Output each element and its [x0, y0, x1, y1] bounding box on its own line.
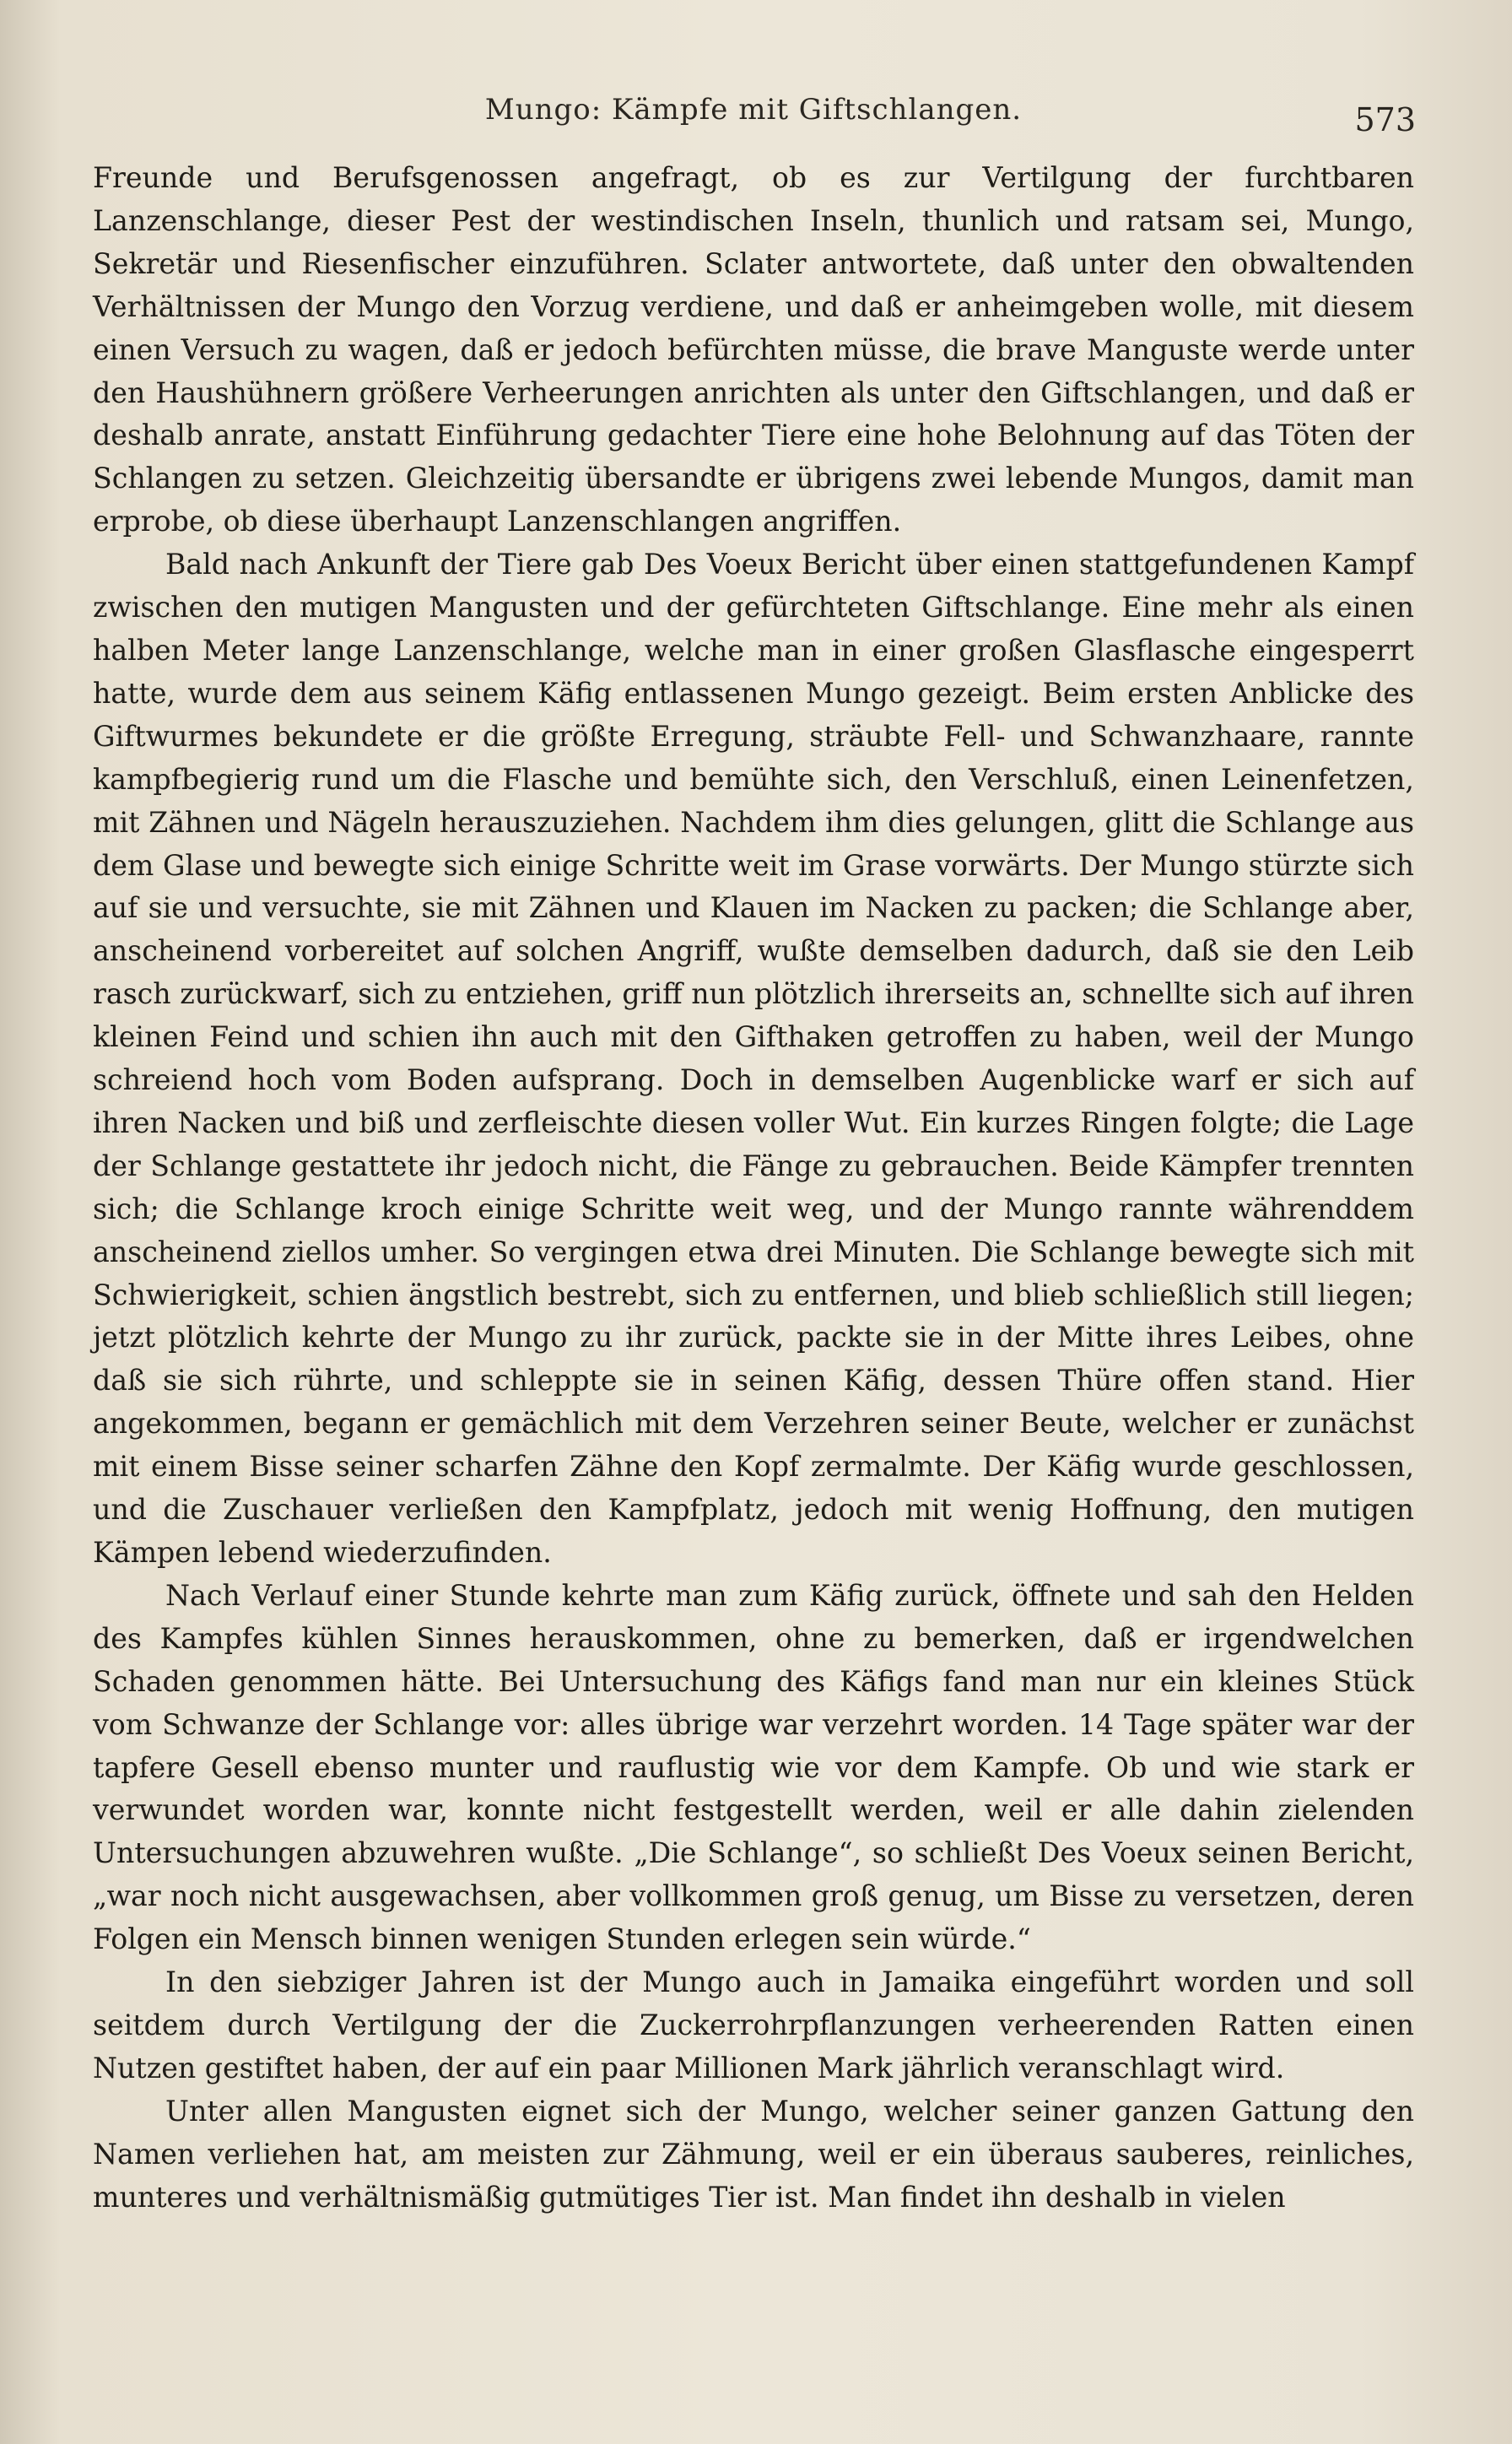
paragraph-5: Unter allen Mangusten eignet sich der Mungo, welcher seiner ganzen Gattung den Namen verliehen hat, am meisten zur Zähmung, weil er ein überaus sauberes, reinliches, munteres und verhältnismäßig gutmütiges Tier ist. Man findet ihn deshalb in vielen	[93, 2094, 1414, 2214]
body-text	[93, 157, 1414, 2220]
paragraph-1: Freunde und Berufsgenossen angefragt, ob es zur Vertilgung der furchtbaren Lanzenschlange, dieser Pest der westindischen Inseln, thunlich und ratsam sei, Mungo, Sekretär und Riesenfischer einzuführen. Sclater antwortete, daß unter den obwaltenden Verhältnissen der Mungo den Vorzug verdiene, und daß er anheimgeben wolle, mit diesem einen Versuch zu wagen, daß er jedoch befürchten müsse, die brave Manguste werde unter den Haushühnern größere Verheerungen anrichten als unter den Giftschlangen, und daß er deshalb anrate, anstatt Einführung gedachter Tiere eine hohe Belohnung auf das Töten der Schlangen zu setzen. Gleichzeitig übersandte er übrigens zwei lebende Mungos, damit man erprobe, ob diese überhaupt Lanzenschlangen angriffen.	[93, 161, 1414, 538]
page-number: 573	[1354, 101, 1416, 138]
running-title: Mungo: Kämpfe mit Giftschlangen.	[484, 93, 1023, 127]
paragraph-2: Bald nach Ankunft der Tiere gab Des Voeux Bericht über einen stattgefundenen Kampf zwischen den mutigen Mangusten und der gefürchteten Giftschlange. Eine mehr als einen halben Meter lange Lanzenschlange, welche man in einer großen Glasflasche eingesperrt hatte, wurde dem aus seinem Käfig entlassenen Mungo gezeigt. Beim ersten Anblicke des Giftwurmes bekundete er die größte Erregung, sträubte Fell- und Schwanzhaare, rannte kampfbegierig rund um die Flasche und bemühte sich, den Verschluß, einen Leinenfetzen, mit Zähnen und Nägeln herauszuziehen. Nachdem ihm dies gelungen, glitt die Schlange aus dem Glase und bewegte sich einige Schritte weit im Grase vorwärts. Der Mungo stürzte sich auf sie und versuchte, sie mit Zähnen und Klauen im Nacken zu packen; die Schlange aber, anscheinend vorbereitet auf solchen Angriff, wußte demselben dadurch, daß sie den Leib rasch zurückwarf, sich zu entziehen, griff nun plötzlich ihrerseits an, schnellte sich auf ihren kleinen Feind und schien ihn auch mit den Gifthaken getroffen zu haben, weil der Mungo schreiend hoch vom Boden aufsprang. Doch in demselben Augenblicke warf er sich auf ihren Nacken und biß und zerfleischte diesen voller Wut. Ein kurzes Ringen folgte; die Lage der Schlange gestattete ihr jedoch nicht, die Fänge zu gebrauchen. Beide Kämpfer trennten sich; die Schlange kroch einige Schritte weit weg, und der Mungo rannte währenddem anscheinend ziellos umher. So vergingen etwa drei Minuten. Die Schlange bewegte sich mit Schwierigkeit, schien ängstlich bestrebt, sich zu entfernen, und blieb schließlich still liegen; jetzt plötzlich kehrte der Mungo zu ihr zurück, packte sie in der Mitte ihres Leibes, ohne daß sie sich rührte, und schleppte sie in seinen Käfig, dessen Thüre offen stand. Hier angekommen, begann er gemächlich mit dem Verzehren seiner Beute, welcher er zunächst mit einem Bisse seiner scharfen Zähne den Kopf zermalmte. Der Käfig wurde geschlossen, und die Zuschauer verließen den Kampfplatz, jedoch mit wenig Hoffnung, den mutigen Kämpen lebend wiederzufinden.	[93, 548, 1414, 1569]
paragraph-3: Nach Verlauf einer Stunde kehrte man zum Käfig zurück, öffnete und sah den Helden des Kampfes kühlen Sinnes herauskommen, ohne zu bemerken, daß er irgendwelchen Schaden genommen hätte. Bei Untersuchung des Käfigs fand man nur ein kleines Stück vom Schwanze der Schlange vor: alles übrige war verzehrt worden. 14 Tage später war der tapfere Gesell ebenso munter und rauflustig wie vor dem Kampfe. Ob und wie stark er verwundet worden war, konnte nicht festgestellt werden, weil er alle dahin zielenden Untersuchungen abzuwehren wußte. „Die Schlange“, so schließt Des Voeux seinen Bericht, „war noch nicht ausgewachsen, aber vollkommen groß genug, um Bisse zu versetzen, deren Folgen ein Mensch binnen wenigen Stunden erlegen sein würde.“	[93, 1578, 1414, 1956]
page-header	[91, 84, 1416, 138]
paragraph-4: In den siebziger Jahren ist der Mungo auch in Jamaika eingeführt worden und soll seitdem durch Vertilgung der die Zuckerrohrpflanzungen verheerenden Ratten einen Nutzen gestiftet haben, der auf ein paar Millionen Mark jährlich veranschlagt wird.	[93, 1965, 1414, 2084]
